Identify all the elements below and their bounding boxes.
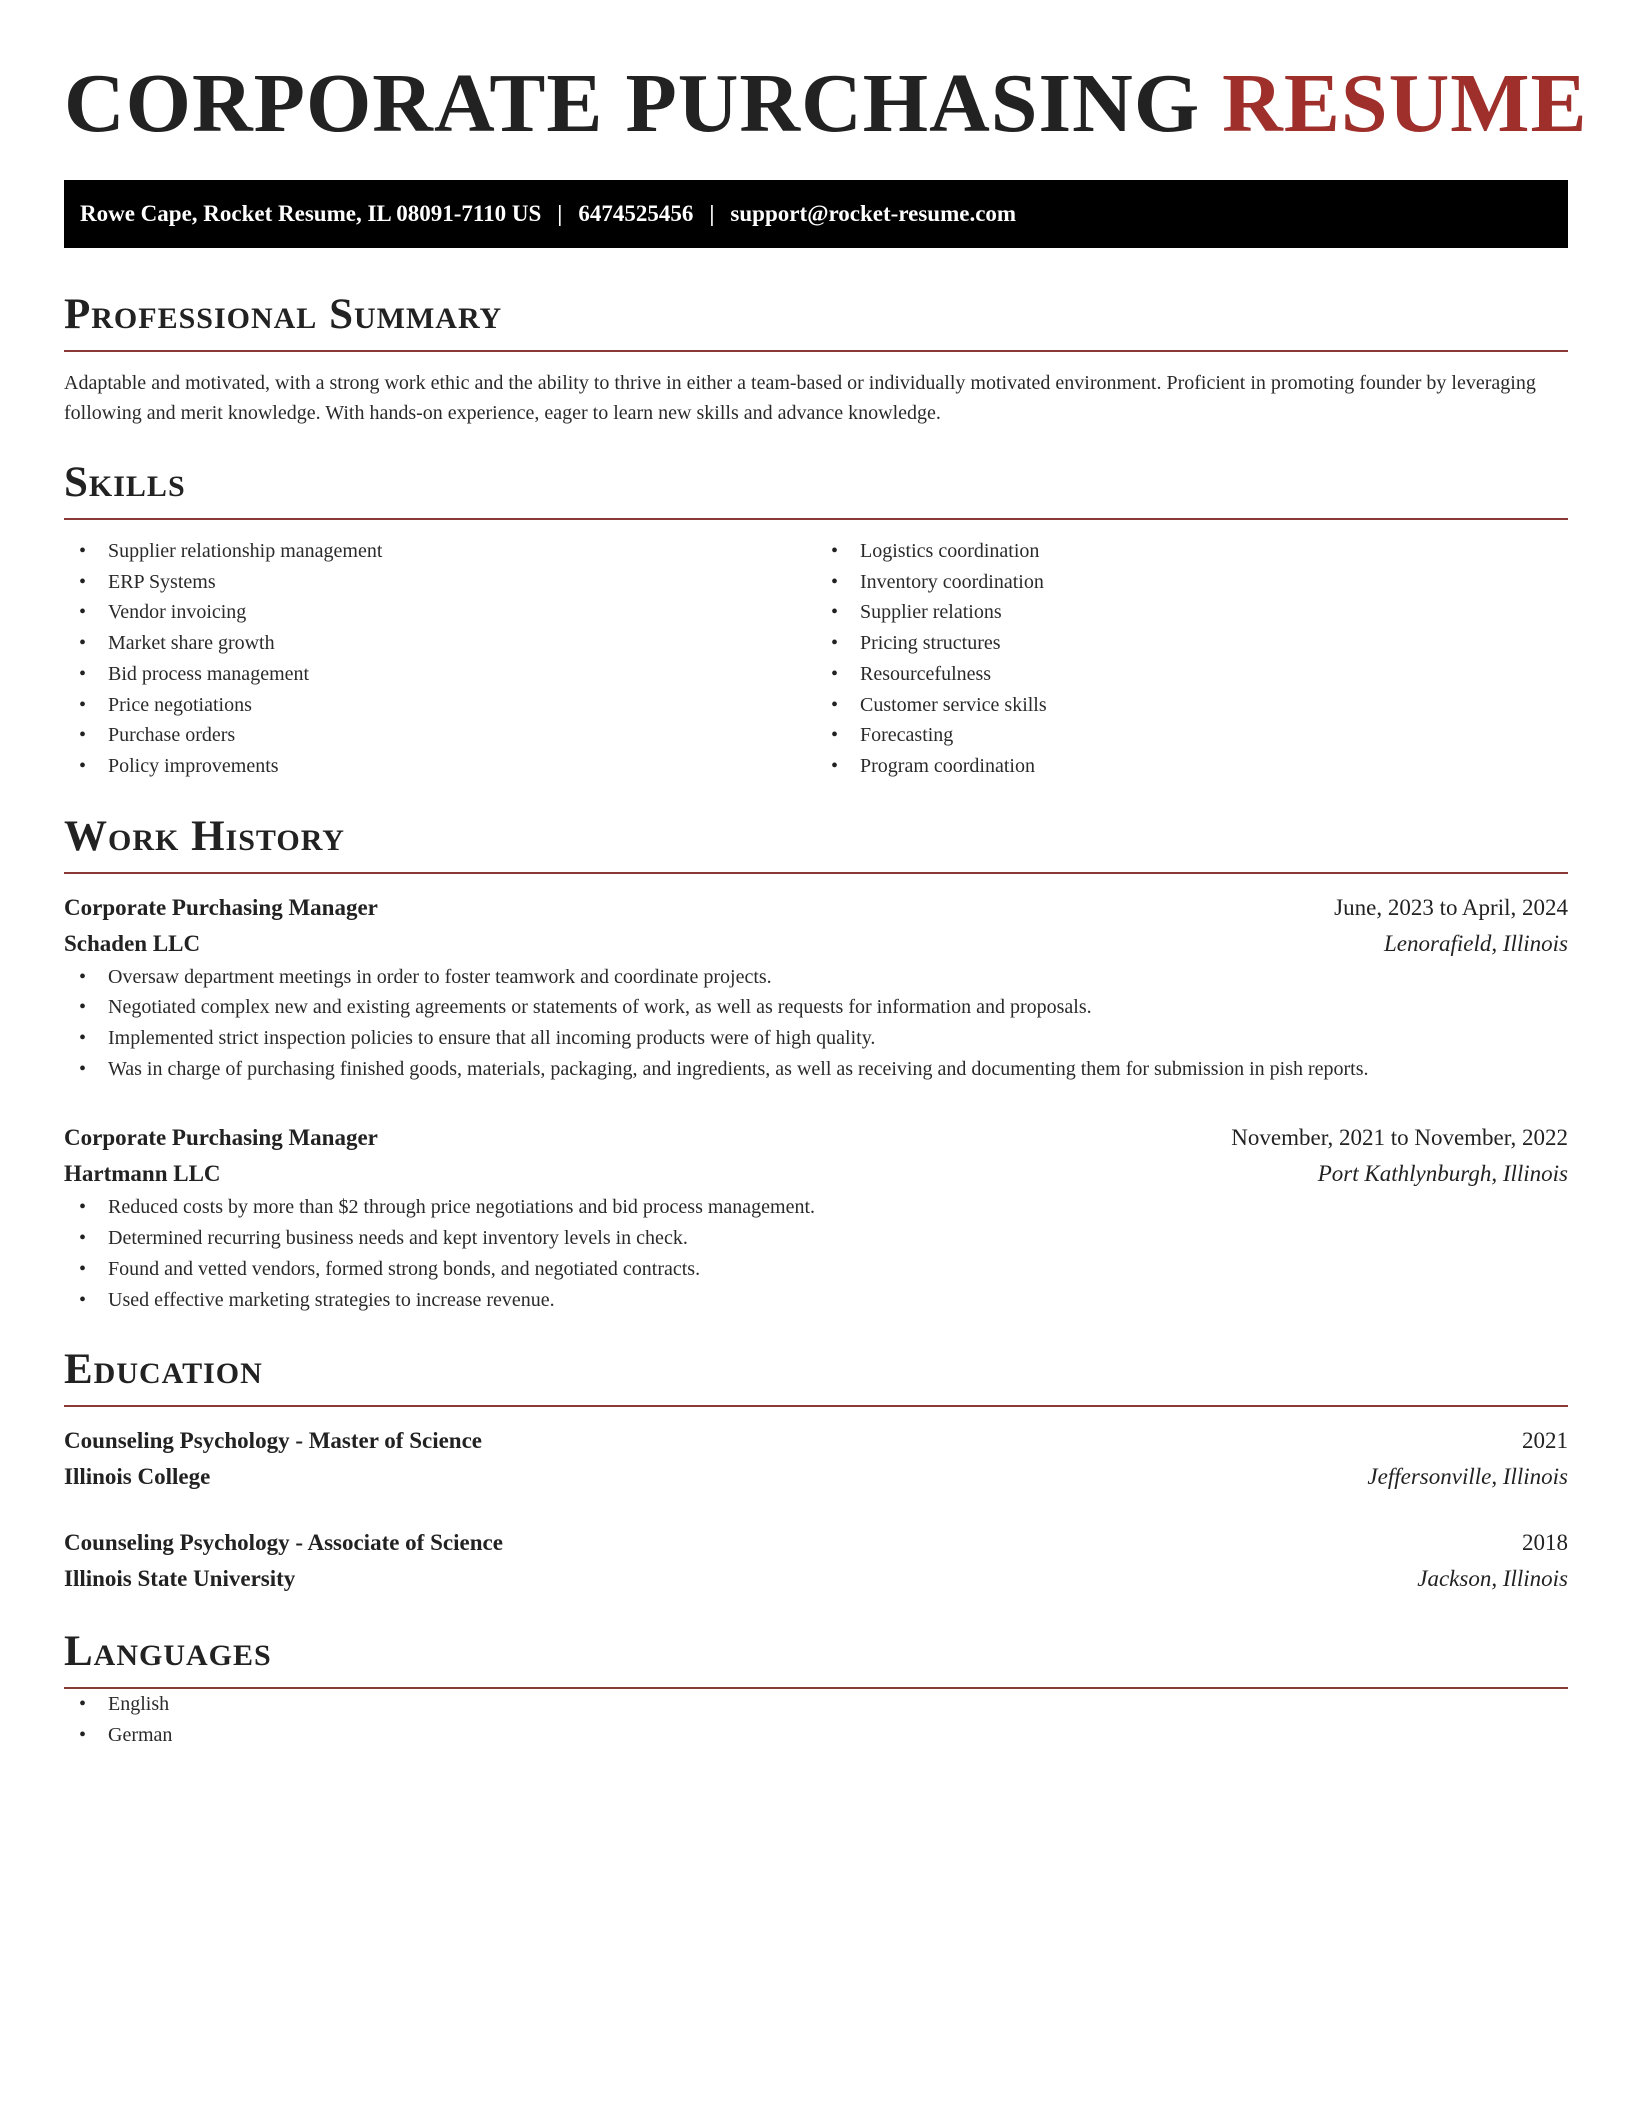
job-bullet: • Reduced costs by more than $2 through price negotiations and bid process management. bbox=[64, 1192, 1568, 1223]
work-heading: Work History bbox=[64, 812, 345, 860]
contact-address: Rowe Cape, Rocket Resume, IL 08091-7110 US bbox=[80, 201, 542, 226]
skill-item: • Program coordination bbox=[816, 751, 1568, 782]
skill-item: • Inventory coordination bbox=[816, 567, 1568, 598]
skill-item: • Price negotiations bbox=[64, 690, 816, 721]
job-subheader bbox=[64, 926, 1568, 962]
job-title: Corporate Purchasing Manager bbox=[64, 1125, 378, 1151]
resume-title bbox=[64, 57, 1588, 150]
job-bullets bbox=[64, 962, 1568, 1085]
job-title: Corporate Purchasing Manager bbox=[64, 894, 378, 920]
job-entry bbox=[64, 890, 1568, 1085]
job-company: Hartmann LLC bbox=[64, 1161, 221, 1187]
education-subheader bbox=[64, 1459, 1568, 1495]
job-header bbox=[64, 890, 1568, 926]
job-dates: November, 2021 to November, 2022 bbox=[1231, 1125, 1568, 1151]
job-company: Schaden LLC bbox=[64, 930, 201, 956]
contact-bar bbox=[64, 180, 1568, 248]
summary-heading: Professional Summary bbox=[64, 291, 503, 338]
job-entry bbox=[64, 1120, 1568, 1315]
education-year: 2021 bbox=[1522, 1428, 1568, 1454]
languages-list bbox=[64, 1689, 1568, 1750]
skill-item: • Customer service skills bbox=[816, 690, 1568, 721]
skill-item: • Vendor invoicing bbox=[64, 597, 816, 628]
education-school: Illinois State University bbox=[64, 1566, 296, 1592]
skills-list bbox=[64, 536, 1568, 782]
education-school: Illinois College bbox=[64, 1464, 211, 1490]
skills-column-left bbox=[64, 536, 816, 782]
section-divider bbox=[64, 518, 1568, 520]
job-bullet: • Found and vetted vendors, formed strong bonds, and negotiated contracts. bbox=[64, 1254, 1568, 1285]
skill-item: • Policy improvements bbox=[64, 751, 816, 782]
skill-item: • Purchase orders bbox=[64, 720, 816, 751]
job-dates: June, 2023 to April, 2024 bbox=[1334, 894, 1568, 920]
job-bullet: • Was in charge of purchasing finished goods, materials, packaging, and ingredients, as well as receiving and documenting them for submission in pish reports. bbox=[64, 1054, 1568, 1085]
education-entry bbox=[64, 1525, 1568, 1597]
contact-separator: | bbox=[557, 201, 563, 226]
education-header bbox=[64, 1525, 1568, 1561]
job-bullets bbox=[64, 1192, 1568, 1315]
skill-item: • Logistics coordination bbox=[816, 536, 1568, 567]
education-heading: Education bbox=[64, 1346, 263, 1394]
languages-heading: Languages bbox=[64, 1628, 272, 1676]
section-divider bbox=[64, 350, 1568, 352]
job-location: Port Kathlynburgh, Illinois bbox=[1317, 1161, 1568, 1187]
education-subheader bbox=[64, 1561, 1568, 1597]
job-bullet: • Oversaw department meetings in order to foster teamwork and coordinate projects. bbox=[64, 962, 1568, 993]
education-location: Jeffersonville, Illinois bbox=[1367, 1464, 1568, 1490]
skill-item: • Market share growth bbox=[64, 628, 816, 659]
job-bullet: • Negotiated complex new and existing agreements or statements of work, as well as requests for information and proposals. bbox=[64, 992, 1568, 1023]
contact-email: support@rocket-resume.com bbox=[730, 201, 1017, 226]
education-degree: Counseling Psychology - Master of Science bbox=[64, 1428, 483, 1454]
education-degree: Counseling Psychology - Associate of Science bbox=[64, 1530, 503, 1556]
skills-heading: Skills bbox=[64, 459, 186, 506]
skill-item: • Forecasting bbox=[816, 720, 1568, 751]
skill-item: • Pricing structures bbox=[816, 628, 1568, 659]
job-bullet: • Used effective marketing strategies to increase revenue. bbox=[64, 1285, 1568, 1316]
title-main: CORPORATE PURCHASING bbox=[64, 57, 1201, 150]
language-item: • English bbox=[64, 1689, 1568, 1720]
skill-item: • Bid process management bbox=[64, 659, 816, 690]
summary-text: Adaptable and motivated, with a strong work ethic and the ability to thrive in either a team-based or individually motivated environment. Proficient in promoting founder by leveraging following and merit knowledge. With hands-on experience, eager to learn new skills and advance knowledge. bbox=[64, 372, 1536, 424]
section-divider bbox=[64, 1405, 1568, 1407]
education-year: 2018 bbox=[1522, 1530, 1568, 1556]
skill-item: • ERP Systems bbox=[64, 567, 816, 598]
title-accent: RESUME bbox=[1222, 57, 1588, 150]
section-divider bbox=[64, 872, 1568, 874]
education-entry bbox=[64, 1423, 1568, 1495]
job-subheader bbox=[64, 1156, 1568, 1192]
job-bullet: • Implemented strict inspection policies to ensure that all incoming products were of high quality. bbox=[64, 1023, 1568, 1054]
education-location: Jackson, Illinois bbox=[1417, 1566, 1568, 1592]
language-item: • German bbox=[64, 1720, 1568, 1751]
job-location: Lenorafield, Illinois bbox=[1384, 930, 1568, 956]
skill-item: • Resourcefulness bbox=[816, 659, 1568, 690]
skill-item: • Supplier relationship management bbox=[64, 536, 816, 567]
job-bullet: • Determined recurring business needs and kept inventory levels in check. bbox=[64, 1223, 1568, 1254]
skill-item: • Supplier relations bbox=[816, 597, 1568, 628]
job-header bbox=[64, 1120, 1568, 1156]
contact-separator: | bbox=[709, 201, 715, 226]
contact-phone: 6474525456 bbox=[578, 201, 694, 226]
skills-column-right bbox=[816, 536, 1568, 782]
education-header bbox=[64, 1423, 1568, 1459]
